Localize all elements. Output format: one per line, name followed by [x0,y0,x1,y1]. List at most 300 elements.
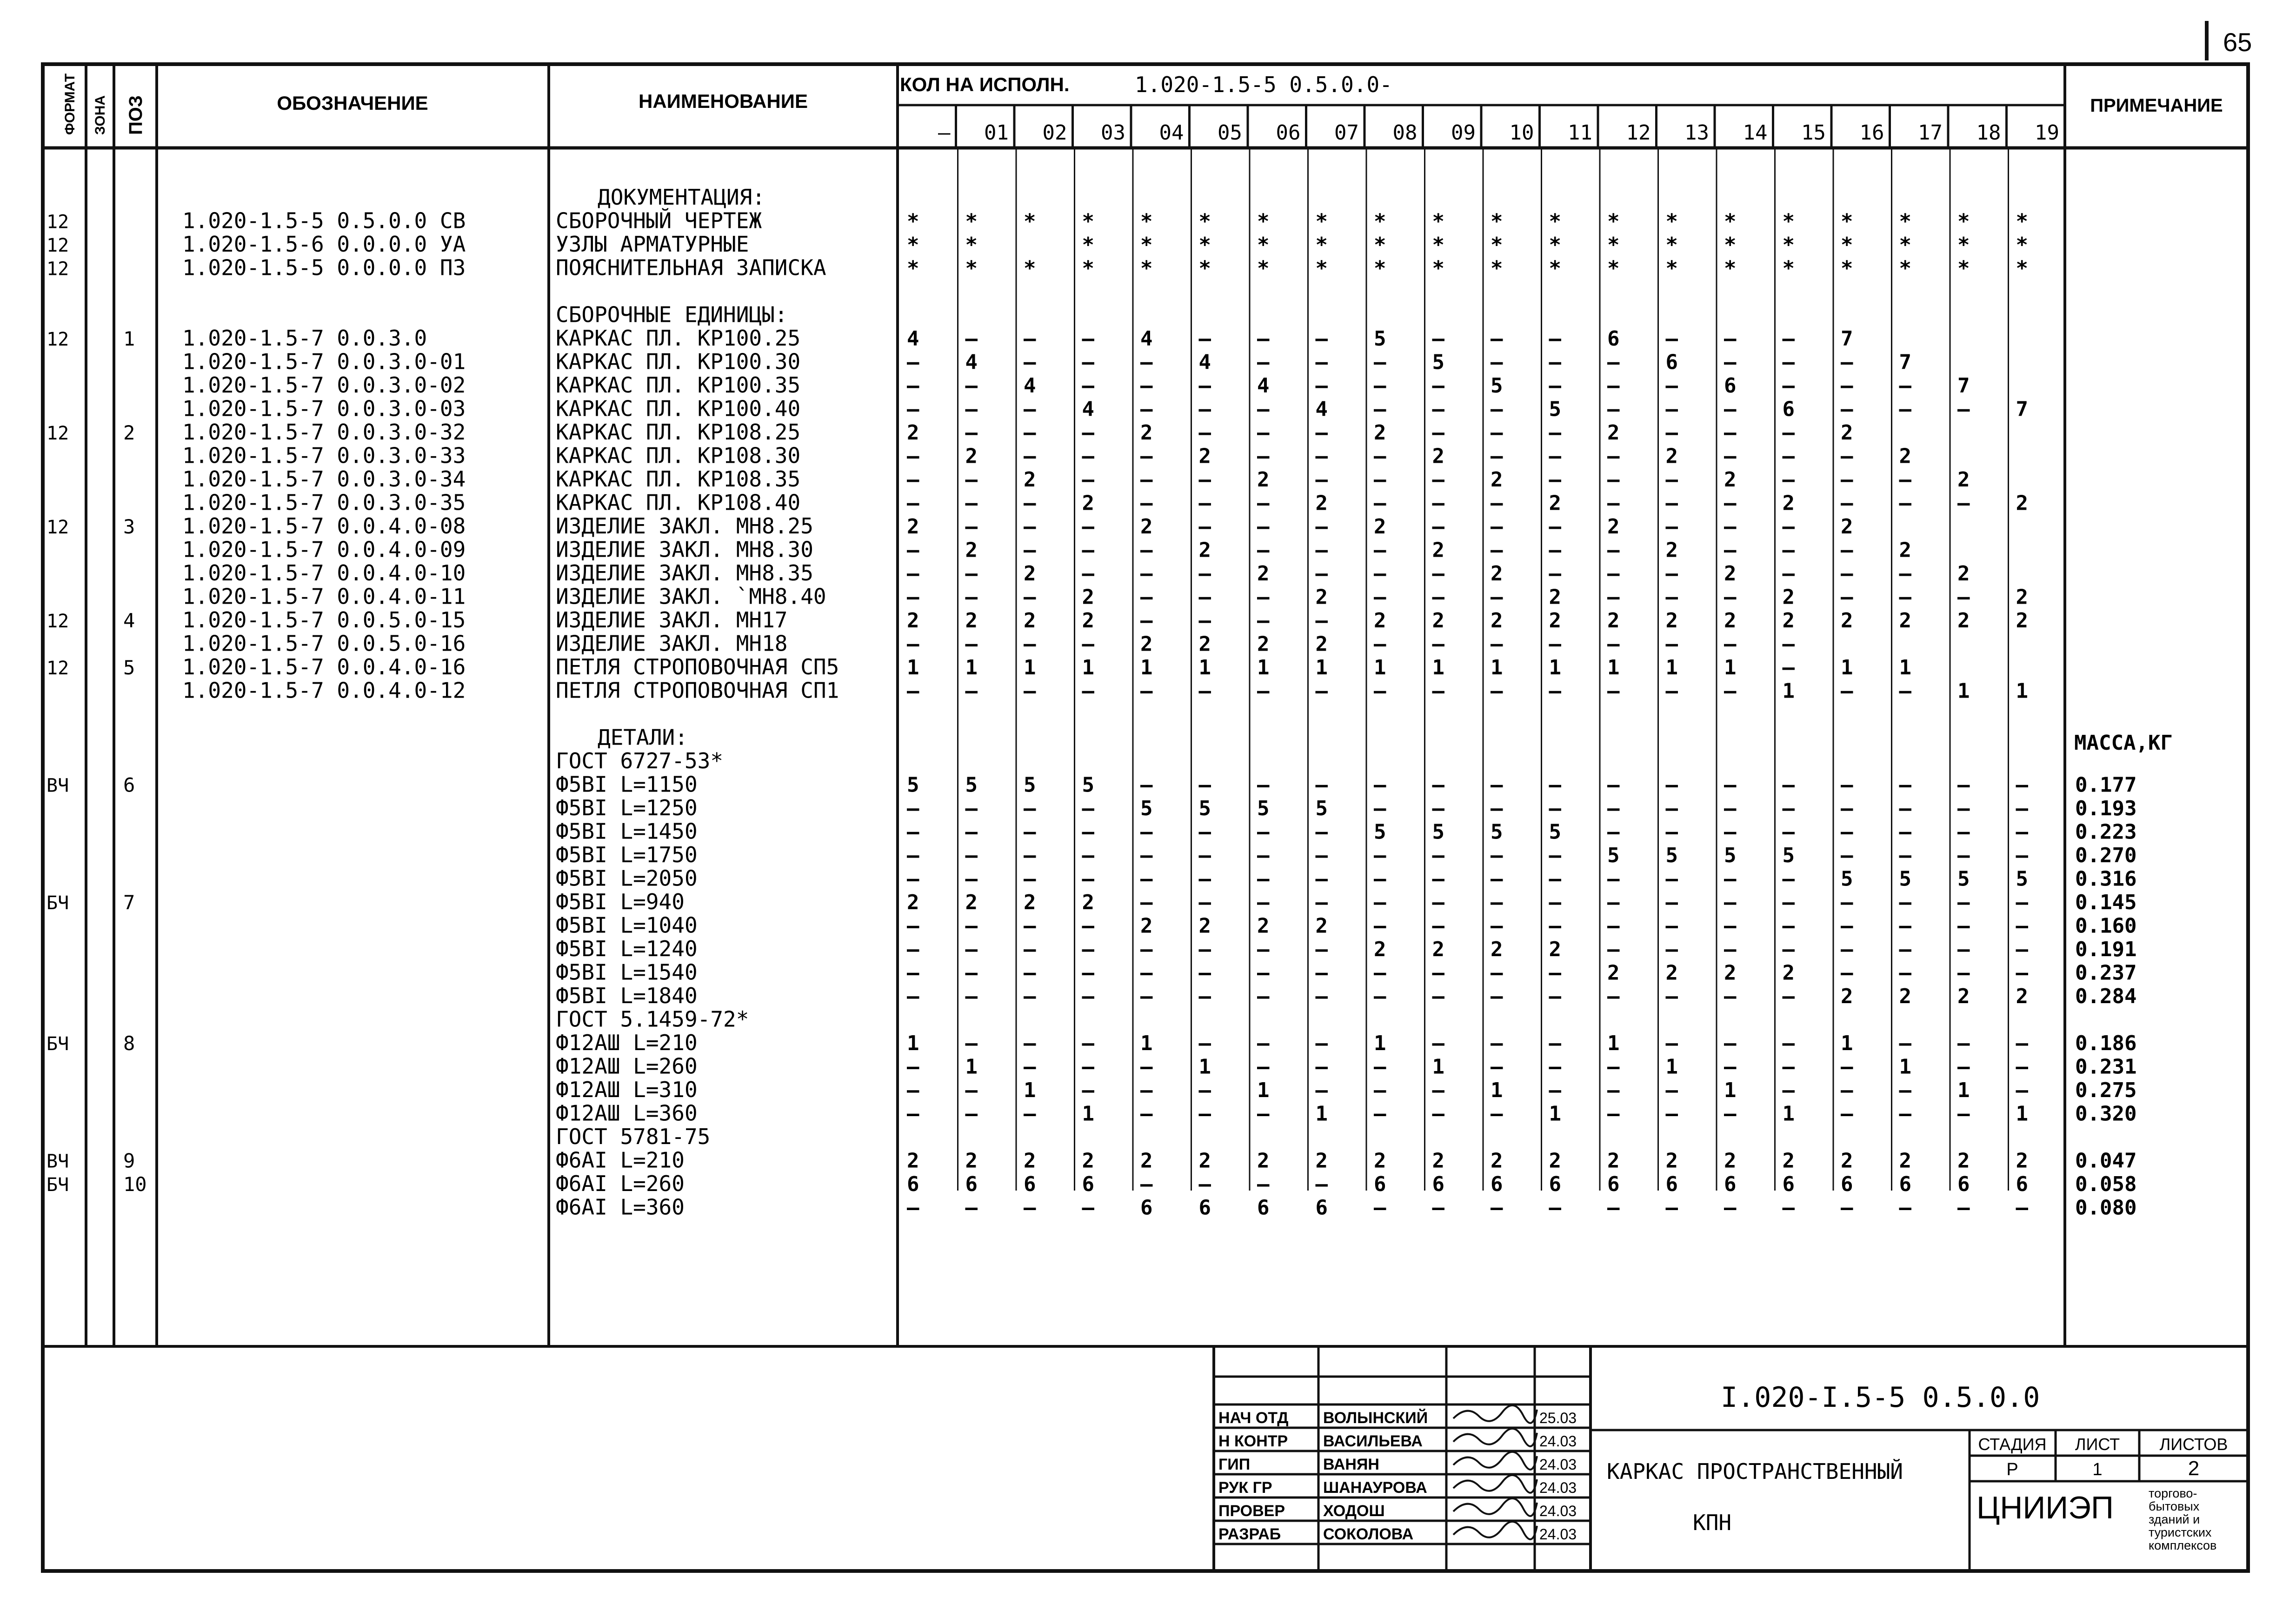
row-qty: 5 [1024,773,1036,797]
row-name: КАРКАС ПЛ. КР100.40 [556,396,801,421]
row-name: Ф5ВI L=2050 [556,865,698,891]
row-name: КАРКАС ПЛ. КР100.30 [556,349,801,374]
row-qty: – [1491,985,1503,1008]
row-qty: – [1024,867,1036,891]
row-qty: * [1665,256,1678,280]
row-mass: 0.237 [2075,961,2137,985]
signer-name: СОКОЛОВА [1323,1525,1414,1543]
row-qty: 1 [1198,656,1211,679]
signer-date: 24.03 [1539,1503,1577,1519]
row-qty: 7 [1899,350,1911,374]
row-qty: – [1374,891,1386,914]
signer-date: 24.03 [1539,1433,1577,1450]
row-qty: 1 [1899,656,1911,679]
row-qty: – [1315,444,1328,468]
row-qty: 5 [1315,797,1328,820]
variant-header: 18 [1976,121,2001,145]
row-qty: 1 [1957,679,1970,703]
row-qty: – [1957,891,1970,914]
row-qty: – [1491,491,1503,515]
row-name: СБОРОЧНЫЙ ЧЕРТЕЖ [556,208,762,233]
signer-date: 24.03 [1539,1526,1577,1543]
row-qty: 6 [1782,397,1795,421]
row-qty: – [1841,444,1853,468]
row-qty: – [1082,1055,1094,1079]
row-qty: 2 [1491,609,1503,632]
row-qty: – [1024,961,1036,985]
row-qty: * [1374,209,1386,233]
row-qty: – [1841,374,1853,398]
row-qty: – [1082,1078,1094,1102]
row-designation: 1.020-1.5-5 0.0.0.0 ПЗ [182,255,466,280]
row-qty: 2 [1315,585,1328,609]
row-name: ГОСТ 6727-53* [556,748,724,773]
row-position: 1 [123,327,135,350]
row-qty: * [1432,233,1444,257]
row-qty: – [1140,491,1153,515]
row-qty: – [1315,773,1328,797]
row-qty: – [1724,397,1737,421]
org-name: ЦНИИЭП [1977,1490,2114,1525]
row-qty: 2 [907,609,919,632]
row-qty: * [1607,209,1620,233]
row-qty: – [907,867,919,891]
row-qty: – [1491,891,1503,914]
row-qty: – [1607,374,1620,398]
row-name: ГОСТ 5781-75 [556,1124,711,1149]
row-qty: – [1665,632,1678,656]
row-qty: – [1024,679,1036,703]
row-position: 2 [123,421,135,444]
row-qty: – [1024,585,1036,609]
row-qty: – [1024,350,1036,374]
row-qty: – [1140,397,1153,421]
row-qty: – [965,491,978,515]
row-qty: 2 [1957,562,1970,586]
row-qty: 1 [1549,1102,1561,1126]
row-designation: 1.020-1.5-7 0.0.3.0-02 [182,373,466,398]
row-qty: – [1140,562,1153,586]
org-note-line: зданий и [2149,1512,2200,1526]
row-qty: – [965,797,978,820]
row-mass: 0.231 [2075,1055,2137,1079]
row-qty: 1 [1257,656,1270,679]
row-qty: 1 [1140,656,1153,679]
row-qty: – [1082,350,1094,374]
row-qty: – [1257,444,1270,468]
table-row [556,1124,710,1149]
row-qty: 2 [1782,585,1795,609]
row-qty: * [1257,233,1270,257]
row-qty: 2 [1899,444,1911,468]
row-designation: 1.020-1.5-7 0.0.4.0-09 [182,537,466,562]
row-qty: – [1957,914,1970,938]
row-mass: 0.047 [2075,1149,2137,1173]
row-name: Ф5ВI L=1450 [556,819,698,844]
row-qty: – [1782,350,1795,374]
row-designation: 1.020-1.5-7 0.0.3.0-34 [182,466,466,492]
row-qty: – [907,938,919,961]
row-qty: 6 [1607,327,1620,351]
row-qty: – [1024,327,1036,351]
row-qty: – [1607,938,1620,961]
row-qty: – [1665,679,1678,703]
row-qty: – [1665,1196,1678,1220]
signer-role: РУК ГР [1218,1479,1272,1497]
row-qty: 2 [1198,632,1211,656]
org-note-line: комплексов [2149,1538,2217,1552]
row-qty: 2 [1549,491,1561,515]
row-qty: 6 [907,1172,919,1196]
row-qty: – [2016,844,2028,867]
row-qty: 5 [1082,773,1094,797]
row-qty: 1 [1724,656,1737,679]
row-qty: – [1782,562,1795,586]
row-qty: – [1549,350,1561,374]
row-qty: – [1665,773,1678,797]
row-qty: – [1315,891,1328,914]
row-qty: – [1724,1032,1737,1055]
row-qty: – [1374,914,1386,938]
row-qty: – [1374,468,1386,492]
row-qty: * [1841,209,1853,233]
row-qty: 2 [1140,515,1153,539]
row-qty: – [1257,867,1270,891]
row-qty: 2 [1315,1149,1328,1173]
row-qty: * [1257,209,1270,233]
row-qty: * [965,256,978,280]
row-qty: 4 [1140,327,1153,351]
row-qty: – [1899,1102,1911,1126]
row-format: БЧ [47,1174,69,1196]
row-qty: – [1140,938,1153,961]
row-qty: * [1607,233,1620,257]
row-qty: 1 [1782,1102,1795,1126]
row-qty: – [1957,1102,1970,1126]
row-qty: 1 [1607,1032,1620,1055]
row-name: Ф5ВI L=1040 [556,912,698,938]
row-qty: * [1957,209,1970,233]
row-qty: – [907,1102,919,1126]
row-qty: – [1374,397,1386,421]
row-designation: 1.020-1.5-7 0.0.4.0-12 [182,678,466,703]
row-qty: – [1724,797,1737,820]
row-qty: – [1257,1172,1270,1196]
row-qty: 1 [1665,1055,1678,1079]
table-row [598,725,688,750]
row-qty: 1 [1491,1078,1503,1102]
row-qty: 2 [1665,961,1678,985]
row-qty: 2 [1957,468,1970,492]
row-qty: – [1841,468,1853,492]
row-qty: – [1491,421,1503,445]
row-qty: – [1549,891,1561,914]
variant-header: 03 [1101,121,1125,145]
row-qty: – [1374,1055,1386,1079]
row-qty: 2 [1665,444,1678,468]
row-mass: 0.191 [2075,938,2137,961]
row-designation: 1.020-1.5-5 0.5.0.0 СВ [182,208,466,233]
row-qty: 6 [1841,1172,1853,1196]
row-qty: 2 [1315,491,1328,515]
row-qty: 5 [1374,327,1386,351]
row-qty: * [1140,209,1153,233]
row-qty: – [1782,1196,1795,1220]
row-qty: – [1665,1102,1678,1126]
row-qty: – [1257,327,1270,351]
row-qty: – [1491,444,1503,468]
row-qty: – [965,961,978,985]
row-qty: – [1957,491,1970,515]
row-format: ВЧ [47,775,69,797]
row-position: 3 [123,515,135,538]
row-qty: – [1899,1196,1911,1220]
row-name: ИЗДЕЛИЕ ЗАКЛ. МН8.30 [556,537,813,562]
row-qty: – [1841,491,1853,515]
row-qty: – [1257,820,1270,844]
row-qty: – [1782,867,1795,891]
row-qty: – [1665,562,1678,586]
row-name: СБОРОЧНЫЕ ЕДИНИЦЫ: [556,302,788,327]
row-qty: 1 [2016,1102,2028,1126]
row-qty: 2 [1724,609,1737,632]
row-qty: – [1841,1196,1853,1220]
row-qty: * [1024,209,1036,233]
row-qty: 2 [1841,421,1853,445]
row-qty: 2 [1024,609,1036,632]
row-qty: – [2016,773,2028,797]
row-qty: 2 [1782,1149,1795,1173]
row-name: Ф12АШ L=210 [556,1030,698,1055]
row-qty: – [1374,1078,1386,1102]
row-qty: 5 [1432,350,1444,374]
row-qty: – [1374,585,1386,609]
row-qty: – [1315,844,1328,867]
row-qty: – [1082,938,1094,961]
row-qty: 2 [1082,1149,1094,1173]
row-qty: – [1082,867,1094,891]
row-qty: * [1257,256,1270,280]
row-qty: – [1198,468,1211,492]
row-qty: 1 [1082,656,1094,679]
row-qty: – [1315,468,1328,492]
row-qty: – [1082,515,1094,539]
row-qty: – [907,797,919,820]
row-qty: – [1257,609,1270,632]
row-qty: 7 [1841,327,1853,351]
row-qty: – [1899,1078,1911,1102]
row-qty: – [1198,1078,1211,1102]
row-qty: 2 [1315,632,1328,656]
row-qty: 1 [2016,679,2028,703]
row-qty: 6 [2016,1172,2028,1196]
row-qty: – [1432,1196,1444,1220]
row-qty: * [1082,209,1094,233]
row-qty: – [1957,773,1970,797]
row-qty: – [1549,562,1561,586]
row-qty: 2 [1724,1149,1737,1173]
row-qty: 2 [1082,609,1094,632]
sheets-value: 2 [2188,1457,2200,1480]
row-qty: – [1432,985,1444,1008]
row-designation: 1.020-1.5-6 0.0.0.0 УА [182,232,466,257]
row-qty: 2 [1899,1149,1911,1173]
row-qty: – [1607,562,1620,586]
row-name: Ф6АI L=360 [556,1194,685,1220]
row-format: 12 [47,235,69,256]
row-qty: – [2016,820,2028,844]
row-qty: – [1491,632,1503,656]
row-qty: * [1724,233,1737,257]
row-qty: – [1724,538,1737,562]
row-qty: – [907,1078,919,1102]
row-qty: – [1432,562,1444,586]
row-qty: – [1198,327,1211,351]
signer-name: ШАНАУРОВА [1323,1479,1427,1497]
row-qty: – [1374,961,1386,985]
row-qty: 2 [1549,609,1561,632]
row-qty: – [1607,397,1620,421]
row-qty: – [907,985,919,1008]
row-qty: * [1024,256,1036,280]
row-qty: – [1257,585,1270,609]
row-qty: – [1315,985,1328,1008]
row-qty: – [1198,1032,1211,1055]
row-qty: 5 [1549,820,1561,844]
row-qty: – [1140,468,1153,492]
signer-role: ПРОВЕР [1218,1502,1285,1520]
row-qty: – [1607,773,1620,797]
row-qty: – [1024,515,1036,539]
signer-name: ВОЛЫНСКИЙ [1323,1409,1428,1427]
row-qty: – [1432,1078,1444,1102]
row-qty: – [1374,444,1386,468]
row-qty: – [1549,1055,1561,1079]
row-qty: 2 [1082,585,1094,609]
row-qty: 1 [1082,1102,1094,1126]
row-qty: – [1665,515,1678,539]
row-qty: – [1724,515,1737,539]
row-qty: – [1491,1102,1503,1126]
row-qty: * [1315,256,1328,280]
row-qty: 6 [1374,1172,1386,1196]
row-qty: – [1257,844,1270,867]
row-qty: 6 [1198,1196,1211,1220]
row-qty: – [1491,1196,1503,1220]
row-qty: – [1140,609,1153,632]
row-mass: 0.275 [2075,1078,2137,1102]
row-qty: 2 [1198,1149,1211,1173]
header-format: ФОРМАТ [62,73,78,135]
row-qty: – [1841,820,1853,844]
row-qty: – [1607,820,1620,844]
row-format: 12 [47,329,69,350]
row-qty: – [1198,985,1211,1008]
row-qty: – [1024,1032,1036,1055]
row-qty: 2 [1841,515,1853,539]
row-qty: – [1374,844,1386,867]
row-qty: – [1841,797,1853,820]
row-qty: 1 [1899,1055,1911,1079]
row-qty: – [1841,844,1853,867]
row-qty: * [1082,256,1094,280]
row-qty: – [1549,468,1561,492]
row-name: Ф12АШ L=310 [556,1077,698,1102]
row-qty: * [1782,209,1795,233]
row-qty: 2 [1432,538,1444,562]
row-qty: – [1549,1078,1561,1102]
row-qty: – [907,350,919,374]
row-qty: – [1491,773,1503,797]
row-qty: – [965,1032,978,1055]
row-designation: 1.020-1.5-7 0.0.3.0-03 [182,396,466,421]
variant-header: 07 [1334,121,1359,145]
row-qty: – [1724,491,1737,515]
row-name: ПЕТЛЯ СТРОПОВОЧНАЯ СП5 [556,654,839,679]
row-name: ПОЯСНИТЕЛЬНАЯ ЗАПИСКА [556,255,826,280]
row-qty: 2 [2016,609,2028,632]
row-qty: * [1315,233,1328,257]
row-qty: 2 [1198,538,1211,562]
row-name: Ф6АI L=260 [556,1171,685,1196]
row-designation: 1.020-1.5-7 0.0.4.0-10 [182,560,466,586]
row-qty: – [1140,961,1153,985]
row-qty: – [1724,350,1737,374]
sheet-value: 1 [2092,1460,2103,1479]
row-qty: * [965,209,978,233]
row-mass: 0.145 [2075,891,2137,914]
row-qty: – [1257,421,1270,445]
row-qty: – [1140,1055,1153,1079]
row-qty: – [1432,632,1444,656]
row-qty: 6 [965,1172,978,1196]
variant-header: 04 [1159,121,1184,145]
row-qty: – [1549,914,1561,938]
row-qty: 1 [1315,1102,1328,1126]
row-qty: – [1782,1078,1795,1102]
row-qty: 1 [1257,1078,1270,1102]
row-qty: 2 [1841,985,1853,1008]
row-mass: 0.177 [2075,773,2137,797]
row-qty: 2 [1257,562,1270,586]
row-qty: * [1491,233,1503,257]
row-qty: – [1257,1055,1270,1079]
row-qty: – [1782,891,1795,914]
signer-name: ХОДОШ [1323,1502,1385,1520]
row-format: 12 [47,517,69,538]
row-qty: – [965,562,978,586]
row-qty: – [1315,820,1328,844]
row-qty: 1 [1491,656,1503,679]
row-qty: – [1374,350,1386,374]
row-qty: 5 [965,773,978,797]
row-qty: – [1082,1196,1094,1220]
row-mass: 0.270 [2075,844,2137,867]
row-qty: – [1841,1102,1853,1126]
row-qty: – [1315,1032,1328,1055]
row-qty: 2 [1607,961,1620,985]
row-qty: – [1549,961,1561,985]
row-qty: – [1724,585,1737,609]
row-qty: 2 [1957,1149,1970,1173]
row-qty: – [965,1196,978,1220]
row-qty: 2 [965,1149,978,1173]
org-note-line: туристских [2149,1525,2212,1539]
row-qty: 2 [1549,1149,1561,1173]
row-qty: – [1841,914,1853,938]
header-designation: ОБОЗНАЧЕНИЕ [277,92,428,114]
sheets-label: ЛИСТОВ [2159,1435,2228,1454]
